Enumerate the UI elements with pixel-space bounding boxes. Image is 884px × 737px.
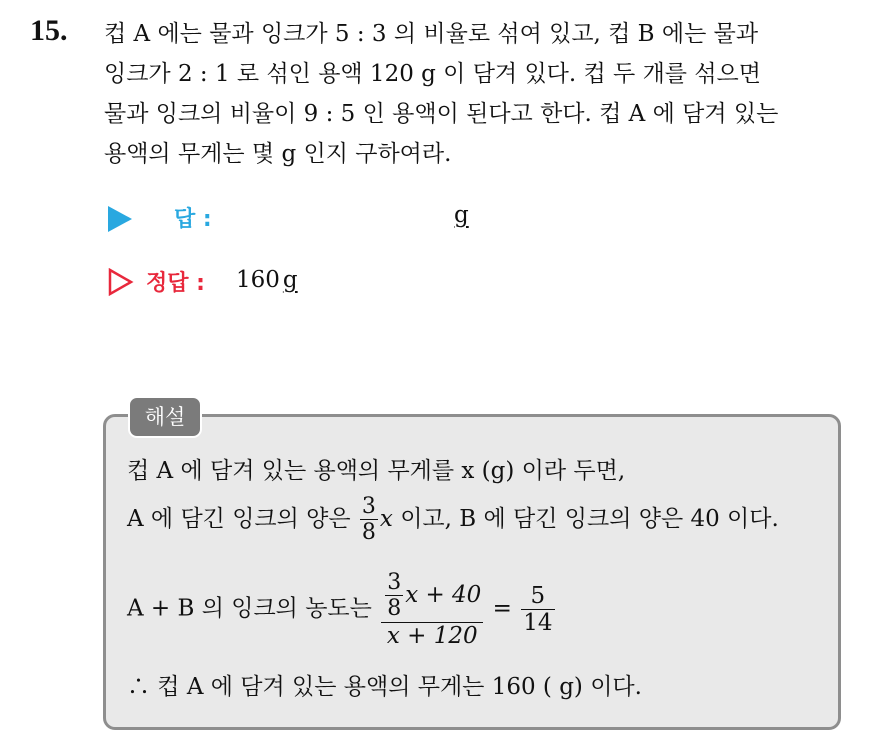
question-line: 잉크가 2 : 1 로 섞인 용액 120 g 이 담겨 있다. 컵 두 개를 섞으면 — [104, 61, 761, 87]
solution-text: 이고, B 에 담긴 잉크의 양은 40 이다. — [392, 505, 779, 532]
solution-line-1: 컵 A 에 담겨 있는 용액의 무게를 x (g) 이라 두면, — [127, 458, 626, 484]
fraction-numerator — [381, 570, 483, 623]
correct-answer-value — [236, 267, 298, 293]
play-triangle-icon — [108, 206, 132, 232]
fraction-three-eighths — [360, 494, 378, 546]
solution-line-4: ∴ 컵 A 에 담겨 있는 용액의 무게는 160 ( g) 이다. — [127, 674, 642, 700]
result-fraction — [521, 583, 554, 637]
fraction-denominator: 14 — [523, 610, 553, 637]
solution-text: A 에 담긴 잉크의 양은 — [127, 505, 351, 532]
question-number: 15. — [30, 14, 68, 47]
inner-fraction — [385, 570, 403, 622]
fraction-denominator — [381, 623, 483, 649]
fraction-denominator: 8 — [361, 520, 376, 546]
answer-row — [108, 200, 608, 240]
correct-answer-number: 160 — [236, 267, 280, 293]
correct-answer-label: 정답 : — [146, 271, 205, 296]
fraction-numerator: 3 — [387, 570, 402, 595]
variable-x: x — [379, 505, 393, 532]
outline-triangle-icon — [108, 268, 134, 296]
numerator-rest: x + 40 — [405, 581, 482, 608]
solution-line-3 — [127, 570, 557, 649]
fraction-numerator: 3 — [361, 494, 376, 519]
correct-answer-row — [108, 264, 608, 304]
concentration-fraction — [381, 570, 483, 649]
question-line: 컵 A 에는 물과 잉크가 5 : 3 의 비율로 섞여 있고, 컵 B 에는 물과 — [104, 21, 759, 47]
answer-unit: g — [454, 202, 469, 228]
fraction-denominator: 8 — [387, 596, 402, 622]
answer-label: 답 : — [174, 207, 212, 232]
denominator-expression: x + 120 — [386, 622, 478, 649]
solution-tag: 해설 — [128, 396, 202, 438]
question-text — [104, 14, 864, 174]
fraction-numerator: 5 — [521, 583, 554, 610]
question-line: 물과 잉크의 비율이 9 : 5 인 용액이 된다고 한다. 컵 A 에 담겨 있는 — [104, 101, 779, 127]
equals-sign: = — [492, 595, 512, 622]
solution-text: A + B 의 잉크의 농도는 — [127, 595, 372, 622]
question-line: 용액의 무게는 몇 g 인지 구하여라. — [104, 141, 452, 167]
correct-answer-unit: g — [282, 267, 298, 293]
solution-line-2 — [127, 494, 779, 546]
